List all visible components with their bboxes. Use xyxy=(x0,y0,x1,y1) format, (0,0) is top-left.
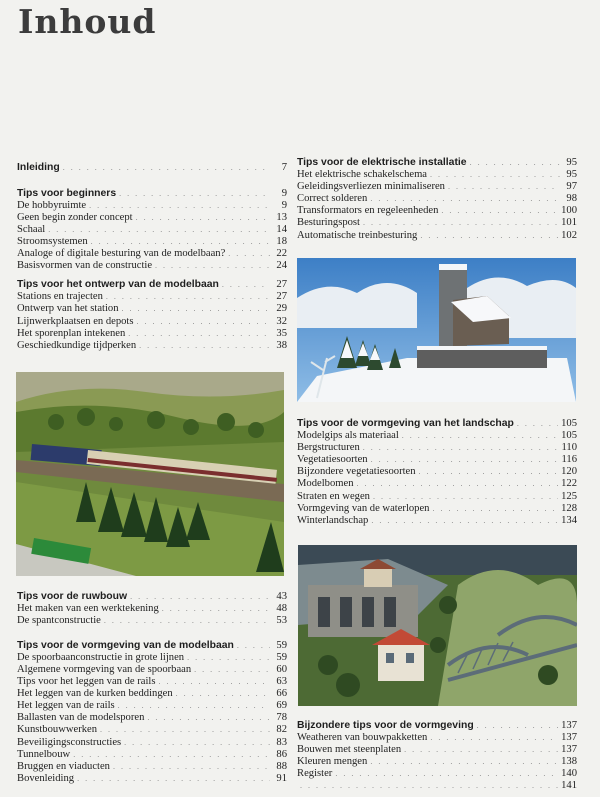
toc-page-number: 116 xyxy=(561,454,577,466)
toc-entry-label: Tunnelbouw xyxy=(17,748,71,760)
toc-page-number: 48 xyxy=(276,603,287,615)
toc-section-heading: Tips voor de elektrische installatie xyxy=(297,157,467,168)
toc-section xyxy=(17,162,287,174)
dot-leader xyxy=(300,780,558,792)
toc-entry-label: Modelbomen xyxy=(297,478,354,490)
toc-entry-label: Weatheren van bouwpakketten xyxy=(297,732,428,744)
toc-entry-label: Tips voor het leggen van de rails xyxy=(17,676,156,688)
toc-page-number: 128 xyxy=(561,502,577,514)
toc-page-number: 69 xyxy=(276,700,287,712)
toc-right-middle xyxy=(297,418,577,527)
toc-page-number: 18 xyxy=(276,235,287,247)
toc-entry-label: Bruggen en viaducten xyxy=(17,760,110,772)
toc-page-number: 59 xyxy=(276,651,287,663)
toc-section xyxy=(17,591,287,627)
photo-bridge-station xyxy=(298,545,577,706)
toc-entry-label: Geen begin zonder concept xyxy=(17,211,133,223)
toc-page-number: 95 xyxy=(566,157,577,168)
dot-leader xyxy=(89,200,270,212)
toc-entry-label: Transformators en regeleenheden xyxy=(297,205,439,217)
toc-page-number: 102 xyxy=(561,229,577,241)
dot-leader xyxy=(222,279,270,291)
dot-leader xyxy=(124,737,270,749)
toc-section-heading: Tips voor beginners xyxy=(17,187,117,199)
toc-entry xyxy=(297,430,577,442)
toc-page-number: 63 xyxy=(276,676,287,688)
toc-page-number: 105 xyxy=(561,418,577,429)
toc-page-number: 88 xyxy=(276,760,287,772)
toc-entry xyxy=(17,724,287,736)
toc-entry xyxy=(17,212,287,224)
dot-leader xyxy=(100,724,270,736)
toc-section xyxy=(17,188,287,273)
toc-entry xyxy=(297,181,577,193)
dot-leader xyxy=(176,688,270,700)
toc-page-number: 60 xyxy=(276,663,287,675)
toc-entry xyxy=(17,652,287,664)
toc-entry-label: Ontwerp van het station xyxy=(17,303,119,315)
toc-entry xyxy=(17,676,287,688)
dot-leader xyxy=(130,591,270,603)
toc-entry-label: Schaal xyxy=(17,223,46,235)
dot-leader xyxy=(147,712,270,724)
toc-section-heading-row xyxy=(297,418,577,430)
toc-entry-label: Kleuren mengen xyxy=(297,756,368,768)
toc-entry xyxy=(17,773,287,785)
toc-page-number: 98 xyxy=(566,193,577,205)
toc-right-top xyxy=(297,157,577,242)
toc-page-number: 91 xyxy=(276,772,287,784)
toc-entry xyxy=(17,224,287,236)
toc-entry-label: Analoge of digitale besturing van de modelbaan? xyxy=(17,248,226,260)
dot-leader xyxy=(139,340,270,352)
toc-entry-label: Stations en trajecten xyxy=(17,291,103,303)
dot-leader xyxy=(430,169,560,181)
dot-leader xyxy=(402,430,558,442)
toc-left-top xyxy=(17,162,287,352)
page-title: Inhoud xyxy=(18,2,157,41)
toc-entry xyxy=(17,737,287,749)
toc-entry xyxy=(17,316,287,328)
toc-page-number: 82 xyxy=(276,724,287,736)
toc-entry xyxy=(17,712,287,724)
toc-entry xyxy=(297,780,577,792)
dot-leader xyxy=(420,230,558,242)
toc-page-number: 137 xyxy=(561,720,577,731)
toc-entry-label: Modelgips als materiaal xyxy=(297,430,399,442)
toc-page-number: 95 xyxy=(566,169,577,181)
toc-page-number: 7 xyxy=(281,162,287,173)
toc-entry xyxy=(17,328,287,340)
toc-page-number: 137 xyxy=(561,732,577,744)
toc-page-number: 120 xyxy=(561,466,577,478)
dot-leader xyxy=(448,181,560,193)
toc-section-heading: Tips voor de ruwbouw xyxy=(17,591,128,602)
toc-entry-label: De spantconstructie xyxy=(17,615,101,627)
toc-entry xyxy=(297,491,577,503)
toc-section-heading: Tips voor het ontwerp van de modelbaan xyxy=(17,279,219,291)
toc-section xyxy=(17,640,287,785)
toc-page-number: 122 xyxy=(561,478,577,490)
toc-entry-label: Basisvormen van de constructie xyxy=(17,260,153,272)
toc-entry xyxy=(17,749,287,761)
toc-page-number: 101 xyxy=(561,217,577,229)
toc-page-number: 14 xyxy=(276,223,287,235)
dot-leader xyxy=(137,316,271,328)
toc-page-number: 134 xyxy=(561,514,577,526)
toc-entry-label: Bergstructuren xyxy=(297,442,360,454)
toc-entry xyxy=(17,340,287,352)
dot-leader xyxy=(470,157,560,169)
toc-entry xyxy=(17,200,287,212)
dot-leader xyxy=(370,756,558,768)
toc-page-number: 83 xyxy=(276,736,287,748)
dot-leader xyxy=(104,615,270,627)
toc-page-number: 141 xyxy=(561,780,577,792)
toc-entry xyxy=(297,503,577,515)
toc-entry xyxy=(297,442,577,454)
toc-page-number: 32 xyxy=(276,315,287,327)
dot-leader xyxy=(119,188,270,200)
dot-leader xyxy=(430,732,558,744)
toc-entry-label: De hobbyruimte xyxy=(17,199,87,211)
toc-entry-label: Stroomsystemen xyxy=(17,235,88,247)
dot-leader xyxy=(237,640,270,652)
toc-entry xyxy=(297,454,577,466)
toc-entry xyxy=(17,688,287,700)
dot-leader xyxy=(136,212,270,224)
toc-right-bottom xyxy=(297,720,577,793)
toc-entry-label: Correct solderen xyxy=(297,193,368,205)
toc-page-number: 38 xyxy=(276,339,287,351)
dot-leader xyxy=(158,676,270,688)
toc-entry-label: Vormgeving van de waterlopen xyxy=(297,502,430,514)
toc-entry xyxy=(297,744,577,756)
dot-leader xyxy=(373,491,558,503)
dot-leader xyxy=(517,418,558,430)
toc-entry-label: Winterlandschap xyxy=(297,514,369,526)
toc-page-number: 53 xyxy=(276,615,287,627)
toc-entry xyxy=(297,756,577,768)
toc-section-heading-row xyxy=(17,591,287,603)
dot-leader xyxy=(194,664,270,676)
toc-entry xyxy=(17,303,287,315)
toc-page-number: 27 xyxy=(276,291,287,303)
toc-entry xyxy=(297,193,577,205)
dot-leader xyxy=(371,515,558,527)
toc-entry-label: Bouwen met steenplaten xyxy=(297,744,402,756)
toc-entry xyxy=(297,230,577,242)
dot-leader xyxy=(48,224,270,236)
toc-page-number: 24 xyxy=(276,260,287,272)
dot-leader xyxy=(432,503,558,515)
toc-entry xyxy=(17,248,287,260)
toc-page-number: 78 xyxy=(276,712,287,724)
toc-entry-label: Ballasten van de modelsporen xyxy=(17,712,145,724)
toc-entry-label: Lijnwerkplaatsen en depots xyxy=(17,315,134,327)
toc-section-heading: Tips voor de vormgeving van de modelbaan xyxy=(17,639,234,651)
toc-page-number: 125 xyxy=(561,490,577,502)
toc-entry xyxy=(297,732,577,744)
toc-page-number: 66 xyxy=(276,688,287,700)
toc-entry xyxy=(17,236,287,248)
toc-entry xyxy=(297,478,577,490)
toc-entry-label: Kunstbouwwerken xyxy=(17,724,98,736)
dot-leader xyxy=(77,773,270,785)
toc-entry xyxy=(17,761,287,773)
toc-section-heading: Tips voor de vormgeving van het landschap xyxy=(297,418,514,429)
toc-entry-label: Het sporenplan intekenen xyxy=(17,327,126,339)
toc-page-number: 9 xyxy=(281,187,287,199)
toc-entry-label: Beveiligingsconstructies xyxy=(17,736,122,748)
toc-entry xyxy=(17,615,287,627)
dot-leader xyxy=(113,761,270,773)
dot-leader xyxy=(118,700,270,712)
toc-entry-label: Automatische treinbesturing xyxy=(297,229,418,241)
toc-entry-label: Register xyxy=(297,768,333,780)
toc-entry xyxy=(297,217,577,229)
dot-leader xyxy=(155,260,270,272)
toc-entry-label: Straten en wegen xyxy=(297,490,370,502)
toc-page-number: 97 xyxy=(566,181,577,193)
toc-entry-label: Algemene vormgeving van de spoorbaan xyxy=(17,663,192,675)
toc-page-number: 105 xyxy=(561,430,577,442)
toc-section-heading: Inleiding xyxy=(17,162,60,173)
dot-leader xyxy=(441,205,558,217)
toc-section-heading-row xyxy=(17,640,287,652)
toc-entry xyxy=(297,466,577,478)
dot-leader xyxy=(162,603,270,615)
toc-entry-label: Vegetatiesoorten xyxy=(297,454,368,466)
toc-entry xyxy=(17,664,287,676)
dot-leader xyxy=(128,328,270,340)
dot-leader xyxy=(122,303,271,315)
toc-page-number: 29 xyxy=(276,303,287,315)
toc-page-number: 138 xyxy=(561,756,577,768)
toc-entry-label: Bijzondere vegetatiesoorten xyxy=(297,466,416,478)
toc-entry-label: Het leggen van de rails xyxy=(17,700,115,712)
toc-section xyxy=(297,157,577,242)
toc-page-number: 27 xyxy=(276,279,287,291)
toc-page-number: 13 xyxy=(276,211,287,223)
photo-winter-castle xyxy=(297,258,576,402)
toc-section xyxy=(297,720,577,793)
dot-leader xyxy=(63,162,270,174)
toc-page-number: 100 xyxy=(561,205,577,217)
dot-leader xyxy=(106,291,270,303)
toc-page-number: 43 xyxy=(276,591,287,602)
toc-page-number: 140 xyxy=(561,768,577,780)
toc-entry xyxy=(297,768,577,780)
dot-leader xyxy=(91,236,270,248)
toc-page-number: 86 xyxy=(276,748,287,760)
toc-entry xyxy=(17,291,287,303)
dot-leader xyxy=(363,442,559,454)
toc-section xyxy=(17,279,287,352)
dot-leader xyxy=(73,749,270,761)
dot-leader xyxy=(477,720,558,732)
toc-entry-label: Besturingspost xyxy=(297,217,360,229)
toc-entry-label: Het elektrische schakelschema xyxy=(297,169,428,181)
toc-page-number: 22 xyxy=(276,248,287,260)
toc-left-bottom xyxy=(17,591,287,785)
toc-entry xyxy=(17,260,287,272)
toc-page-number: 59 xyxy=(276,639,287,651)
toc-entry xyxy=(297,169,577,181)
dot-leader xyxy=(335,768,558,780)
toc-entry-label: Het maken van een werktekening xyxy=(17,603,159,615)
dot-leader xyxy=(370,193,560,205)
toc-page-number: 9 xyxy=(281,199,287,211)
toc-section-heading-row xyxy=(17,279,287,291)
dot-leader xyxy=(228,248,270,260)
toc-section xyxy=(297,418,577,527)
toc-entry-label: De spoorbaanconstructie in grote lijnen xyxy=(17,651,185,663)
toc-entry xyxy=(297,205,577,217)
toc-entry-label: Geleidingsverliezen minimaliseren xyxy=(297,181,445,193)
toc-entry xyxy=(297,515,577,527)
toc-entry xyxy=(17,700,287,712)
dot-leader xyxy=(371,454,559,466)
toc-entry-label: Het leggen van de kurken beddingen xyxy=(17,688,173,700)
toc-section-heading: Bijzondere tips voor de vormgeving xyxy=(297,720,474,731)
toc-page-number: 35 xyxy=(276,327,287,339)
dot-leader xyxy=(363,217,558,229)
toc-section-heading-row xyxy=(297,157,577,169)
toc-page-number: 137 xyxy=(561,744,577,756)
toc-entry-label: Geschiedkundige tijdperken xyxy=(17,339,137,351)
dot-leader xyxy=(187,652,270,664)
toc-entry-label: Bovenleiding xyxy=(17,772,75,784)
photo-train-landscape xyxy=(16,372,284,576)
toc-entry xyxy=(17,603,287,615)
dot-leader xyxy=(357,478,559,490)
toc-page-number: 110 xyxy=(561,442,577,454)
dot-leader xyxy=(419,466,559,478)
dot-leader xyxy=(404,744,558,756)
toc-section-heading-row xyxy=(297,720,577,732)
toc-section-heading-row xyxy=(17,162,287,174)
toc-section-heading-row xyxy=(17,188,287,200)
